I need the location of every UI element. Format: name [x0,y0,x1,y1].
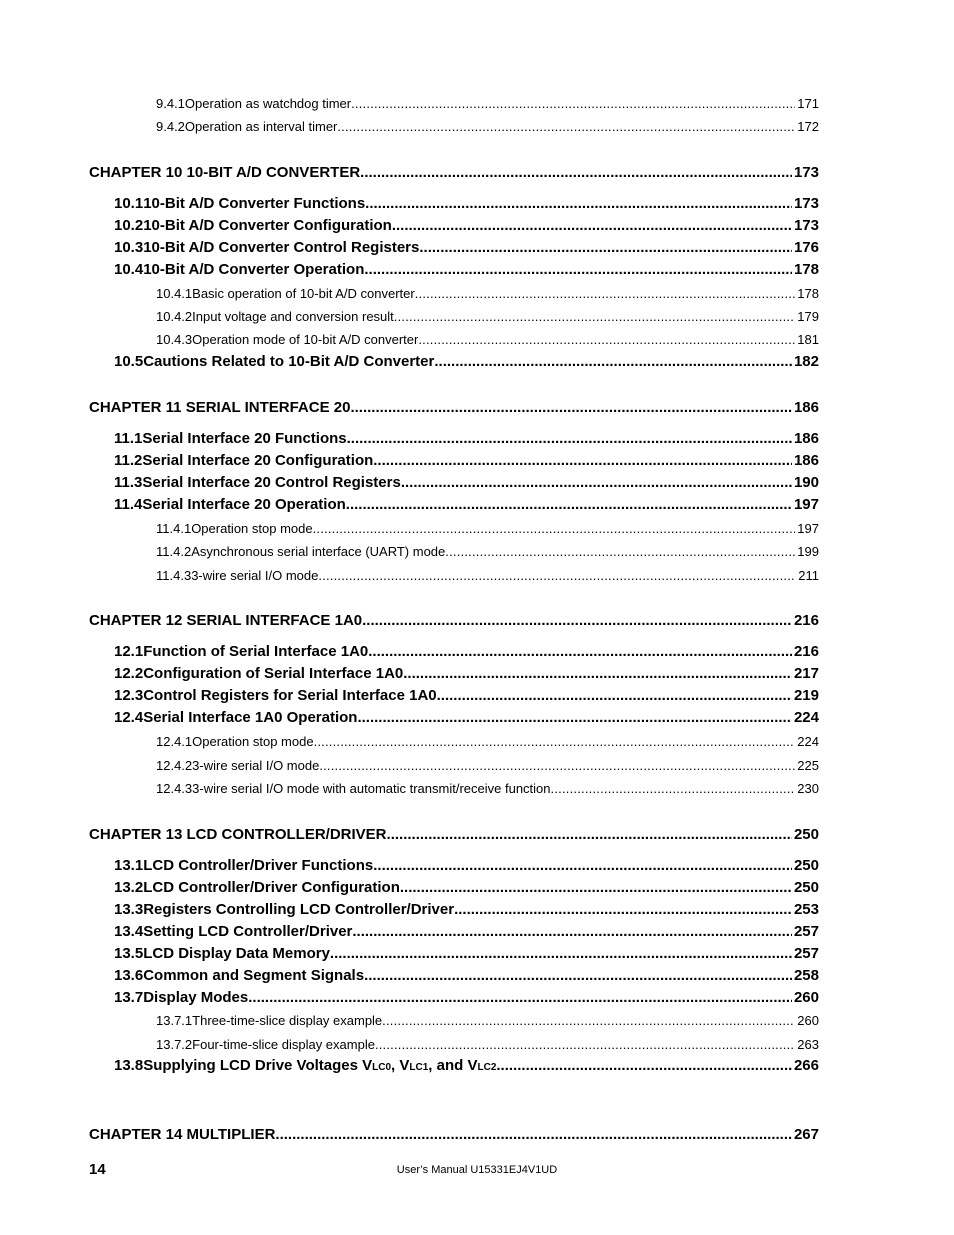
toc-leader-dots [364,261,792,278]
toc-chapter-entry[interactable] [0,164,819,181]
toc-section-entry[interactable] [0,967,819,984]
toc-entry-title: Display Modes [143,989,249,1006]
toc-entry-title: Cautions Related to 10-Bit A/D Converter [143,353,435,370]
toc-section-entry[interactable] [0,353,819,370]
toc-entry-title-text: Supplying LCD Drive Voltages V [143,1057,373,1074]
toc-section-entry[interactable] [0,474,819,491]
toc-leader-dots [346,496,792,513]
page-number: 14 [89,1161,106,1178]
toc-entry-title: LCD Display Data Memory [143,945,330,962]
toc-leader-dots [364,967,792,984]
toc-subsection-entry[interactable] [0,96,819,111]
toc-subsection-entry[interactable] [0,781,819,796]
toc-section-entry[interactable] [0,452,819,469]
toc-entry-number: 10.2 [114,217,144,234]
toc-page-number: 216 [793,612,819,629]
toc-entry-title: Operation as interval timer [184,119,338,134]
toc-leader-dots [352,923,792,940]
toc-leader-dots [401,474,792,491]
toc-entry-title: Setting LCD Controller/Driver [143,923,353,940]
toc-entry-title: Three-time-slice display example [192,1013,383,1028]
toc-page-number: 260 [793,989,819,1006]
toc-entry-number: 11.4 [114,496,143,513]
toc-leader-dots [392,217,792,234]
toc-subsection-entry[interactable] [0,544,819,559]
toc-page-number: 219 [793,687,819,704]
toc-page-number: 178 [793,261,819,278]
toc-entry-number: 12.4.1 [156,734,193,749]
toc-section-entry[interactable] [0,239,819,256]
toc-entry-title: Function of Serial Interface 1A0 [143,643,369,660]
toc-section-entry[interactable] [0,665,819,682]
toc-entry-title: Input voltage and conversion result [192,309,394,324]
toc-entry-number: 12.4.3 [156,781,193,796]
toc-leader-dots [394,309,796,324]
toc-subsection-entry[interactable] [0,119,819,134]
toc-leader-dots [400,879,792,896]
toc-entry-number: 10.3 [114,239,144,256]
toc-entry-number: 13.1 [114,857,144,874]
toc-page-number: 263 [797,1037,819,1052]
toc-section-entry[interactable] [0,709,819,726]
toc-leader-dots [347,430,792,447]
toc-entry-number: CHAPTER 10 10-BIT A/D CONVERTER [89,164,361,181]
toc-chapter-entry[interactable] [0,399,819,416]
toc-entry-number: 11.4.1 [156,521,192,536]
toc-entry-number: 9.4.1 [156,96,185,111]
toc-entry-title: Four-time-slice display example [192,1037,375,1052]
toc-section-entry[interactable] [0,879,819,896]
toc-leader-dots [373,452,792,469]
toc-page-number: 171 [797,96,819,111]
toc-leader-dots [437,687,792,704]
toc-page-number: 257 [793,945,819,962]
toc-leader-dots [330,945,792,962]
toc-leader-dots [368,643,792,660]
toc-page-number: 199 [797,544,819,559]
toc-leader-dots [551,781,796,796]
toc-entry-title: Asynchronous serial interface (UART) mode [191,544,446,559]
toc-page-number: 173 [793,164,819,181]
toc-section-entry[interactable] [0,1057,819,1074]
toc-page-number: 258 [793,967,819,984]
toc-page-number: 217 [793,665,819,682]
toc-section-entry[interactable] [0,430,819,447]
toc-entry-number: 11.4.3 [156,568,192,583]
toc-entry-number: 10.1 [114,195,144,212]
toc-leader-dots [454,901,792,918]
toc-entry-title: Operation as watchdog timer [184,96,352,111]
toc-leader-dots [365,195,792,212]
toc-page-number: 182 [793,353,819,370]
toc-leader-dots [419,239,792,256]
toc-entry-title-text: , V [391,1057,410,1074]
toc-entry-title: Operation stop mode [191,521,313,536]
toc-page-number: 190 [793,474,819,491]
toc-leader-dots [318,568,796,583]
toc-entry-number: 10.5 [114,353,144,370]
toc-section-entry[interactable] [0,643,819,660]
toc-page-number: 211 [798,568,819,583]
toc-entry-title: Operation mode of 10-bit A/D converter [192,332,419,347]
toc-page-number: 173 [793,195,819,212]
toc-page-number: 250 [793,857,819,874]
toc-leader-dots [319,758,795,773]
toc-entry-title: LCD Controller/Driver Configuration [143,879,400,896]
toc-section-entry[interactable] [0,989,819,1006]
toc-section-entry[interactable] [0,217,819,234]
toc-page-number: 186 [793,399,819,416]
toc-entry-number: 10.4.1 [156,286,193,301]
toc-entry-title-text: , and V [428,1057,478,1074]
toc-entry-number: CHAPTER 14 MULTIPLIER [89,1126,276,1143]
toc-leader-dots [418,332,795,347]
toc-entry-number: 13.4 [114,923,144,940]
toc-entry-number: CHAPTER 11 SERIAL INTERFACE 20 [89,399,351,416]
toc-section-entry[interactable] [0,261,819,278]
toc-entry-title: 3-wire serial I/O mode [192,758,320,773]
toc-entry-title: 10-Bit A/D Converter Control Registers [143,239,420,256]
toc-page-number: 197 [797,521,819,536]
toc-subsection-entry[interactable] [0,1037,819,1052]
toc-entry-number: 9.4.2 [156,119,185,134]
toc-leader-dots [360,164,792,181]
toc-leader-dots [373,857,792,874]
toc-entry-number: 12.2 [114,665,144,682]
toc-leader-dots [403,665,792,682]
toc-section-entry[interactable] [0,857,819,874]
toc-entry-number: 13.7.2 [156,1037,193,1052]
toc-entry-number: 12.4 [114,709,144,726]
toc-page-number: 216 [793,643,819,660]
toc-page-number: 181 [797,332,819,347]
toc-entry-title: 10-Bit A/D Converter Operation [143,261,365,278]
toc-page-number: 260 [797,1013,819,1028]
toc-page-number: 197 [793,496,819,513]
toc-leader-dots [275,1126,792,1143]
toc-subsection-entry[interactable] [0,1013,819,1028]
toc-entry-number: 13.6 [114,967,144,984]
toc-entry-title: Serial Interface 20 Functions [142,430,347,447]
toc-page-number: 257 [793,923,819,940]
toc-page-number: 266 [793,1057,819,1074]
toc-entry-title: Serial Interface 1A0 Operation [143,709,358,726]
toc-entry-title: 3-wire serial I/O mode with automatic transmit/receive function [192,781,551,796]
toc-section-entry[interactable] [0,923,819,940]
toc-subsection-entry[interactable] [0,521,819,536]
toc-entry-number: 13.7.1 [156,1013,193,1028]
toc-page-number: 253 [793,901,819,918]
toc-entry-number: 13.8 [114,1057,144,1074]
toc-entry-number: 12.4.2 [156,758,193,773]
toc-page-number: 186 [793,452,819,469]
toc-entry-title [143,1057,496,1074]
toc-entry-title: 3-wire serial I/O mode [191,568,319,583]
toc-leader-dots [248,989,792,1006]
toc-entry-number: 12.3 [114,687,144,704]
toc-page-number: 176 [793,239,819,256]
toc-entry-title: Serial Interface 20 Configuration [142,452,374,469]
toc-page-number: 250 [793,826,819,843]
toc-entry-title: Serial Interface 20 Control Registers [142,474,401,491]
toc-entry-number: 11.2 [114,452,143,469]
toc-section-entry[interactable] [0,687,819,704]
toc-page-number: 178 [797,286,819,301]
toc-page-number: 172 [797,119,819,134]
toc-entry-number: 13.7 [114,989,144,1006]
toc-page-number: 267 [793,1126,819,1143]
toc-entry-title: Configuration of Serial Interface 1A0 [143,665,404,682]
toc-leader-dots [382,1013,795,1028]
toc-entry-number: 11.4.2 [156,544,192,559]
toc-leader-dots [337,119,795,134]
toc-page-number: 224 [793,709,819,726]
toc-subsection-entry[interactable] [0,734,819,749]
toc-chapter-entry[interactable] [0,612,819,629]
toc-leader-dots [350,399,792,416]
toc-entry-number: 10.4.2 [156,309,193,324]
toc-section-entry[interactable] [0,496,819,513]
toc-entry-title: Basic operation of 10-bit A/D converter [192,286,415,301]
toc-entry-number: 13.2 [114,879,144,896]
toc-entry-title: Serial Interface 20 Operation [142,496,346,513]
toc-page-number: 224 [797,734,819,749]
toc-chapter-entry[interactable] [0,826,819,843]
toc-entry-title: 10-Bit A/D Converter Functions [143,195,366,212]
toc-section-entry[interactable] [0,195,819,212]
toc-leader-dots [387,826,792,843]
toc-entry-title: Common and Segment Signals [143,967,365,984]
toc-leader-dots [357,709,792,726]
toc-entry-title: Control Registers for Serial Interface 1A0 [143,687,437,704]
toc-page-number: 186 [793,430,819,447]
toc-entry-title: Operation stop mode [192,734,314,749]
toc-subsection-entry[interactable] [0,286,819,301]
toc-section-entry[interactable] [0,945,819,962]
toc-entry-number: 13.5 [114,945,144,962]
toc-leader-dots [434,353,792,370]
toc-page-number: 173 [793,217,819,234]
toc-leader-dots [445,544,795,559]
toc-leader-dots [415,286,796,301]
toc-subsection-entry[interactable] [0,332,819,347]
toc-leader-dots [351,96,795,111]
toc-entry-number: 12.1 [114,643,144,660]
toc-page-number: 225 [797,758,819,773]
toc-page-number: 250 [793,879,819,896]
toc-entry-number: CHAPTER 12 SERIAL INTERFACE 1A0 [89,612,363,629]
toc-leader-dots [313,521,796,536]
toc-entry-number: 11.3 [114,474,143,491]
toc-entry-subscript: LC0 [372,1062,392,1073]
toc-entry-number: CHAPTER 13 LCD CONTROLLER/DRIVER [89,826,387,843]
toc-chapter-entry[interactable] [0,1126,819,1143]
toc-leader-dots [375,1037,795,1052]
toc-subsection-entry[interactable] [0,309,819,324]
toc-subsection-entry[interactable] [0,568,819,583]
toc-entry-subscript: LC1 [409,1062,429,1073]
toc-section-entry[interactable] [0,901,819,918]
toc-page-number: 230 [797,781,819,796]
toc-entry-number: 11.1 [114,430,143,447]
toc-entry-title: Registers Controlling LCD Controller/Driver [143,901,455,918]
toc-entry-title: 10-Bit A/D Converter Configuration [143,217,392,234]
toc-entry-number: 13.3 [114,901,144,918]
toc-subsection-entry[interactable] [0,758,819,773]
toc-entry-number: 10.4.3 [156,332,193,347]
manual-id: User’s Manual U15331EJ4V1UD [396,1164,558,1176]
toc-entry-title: LCD Controller/Driver Functions [143,857,374,874]
toc-leader-dots [314,734,796,749]
toc-entry-number: 10.4 [114,261,144,278]
toc-leader-dots [362,612,792,629]
toc-page-number: 179 [797,309,819,324]
toc-leader-dots [496,1057,792,1074]
toc-entry-subscript: LC2 [477,1062,497,1073]
